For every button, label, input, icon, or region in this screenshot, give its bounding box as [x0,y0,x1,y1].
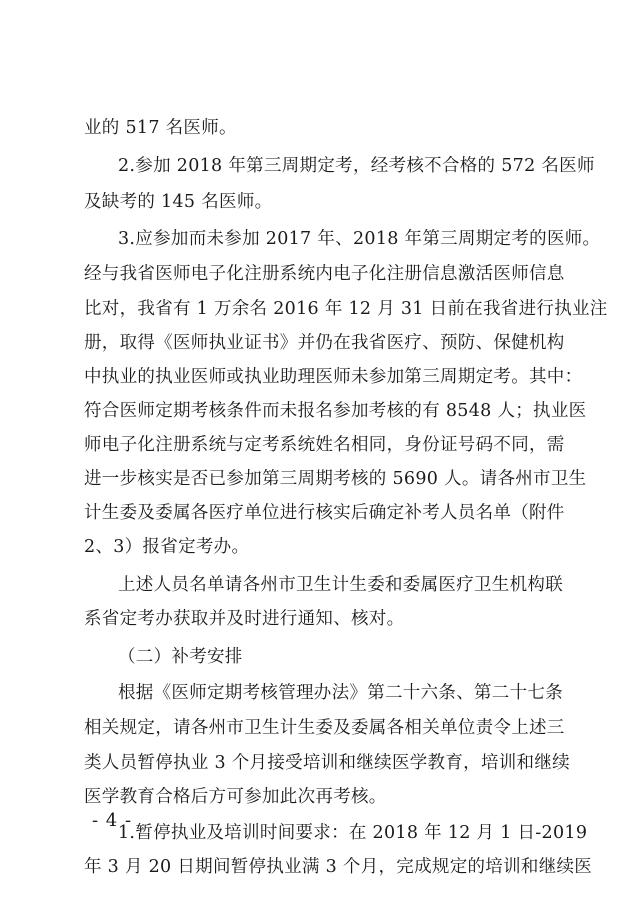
text-line: 进一步核实是否已参加第三周期考核的 5690 人。请各州市卫生 [84,469,587,489]
page-number: - 4 - [92,810,133,831]
text-line: 系省定考办获取并及时进行通知、核对。 [84,609,405,629]
text-line: 符合医师定期考核条件而未报名参加考核的有 8548 人；执业医 [84,401,587,421]
text-line: 医学教育合格后方可参加此次再考核。 [84,787,387,807]
text-line: 经与我省医师电子化注册系统内电子化注册信息激活医师信息 [84,264,565,284]
text-line: 根据《医师定期考核管理办法》第二十六条、第二十七条 [118,683,563,703]
text-line: 中执业的执业医师或执业助理医师未参加第三周期定考。其中： [84,367,583,387]
text-line: 年 3 月 20 日期间暂停执业满 3 个月，完成规定的培训和继续医 [84,857,593,877]
text-line: 业的 517 名医师。 [84,118,237,138]
text-line: 册，取得《医师执业证书》并仍在我省医疗、预防、保健机构 [84,333,565,353]
text-line: 比对，我省有 1 万余名 2016 年 12 月 31 日前在我省进行执业注 [84,299,608,319]
text-line: 3.应参加而未参加 2017 年、2018 年第三周期定考的医师。 [118,229,601,249]
text-line: 相关规定，请各州市卫生计生委及委属各相关单位责令上述三 [84,718,565,738]
section-heading: （二）补考安排 [118,647,243,667]
text-line: 类人员暂停执业 3 个月接受培训和继续医学教育，培训和继续 [84,753,570,773]
text-line: 2.参加 2018 年第三周期定考，经考核不合格的 572 名医师 [118,156,595,176]
text-line: 师电子化注册系统与定考系统姓名相同，身份证号码不同，需 [84,435,565,455]
text-line: 上述人员名单请各州市卫生计生委和委属医疗卫生机构联 [118,575,563,595]
text-line: 1.暂停执业及培训时间要求：在 2018 年 12 月 1 日-2019 [118,823,588,843]
text-line: 及缺考的 145 名医师。 [84,192,273,212]
text-line: 计生委及委属各医疗单位进行核实后确定补考人员名单（附件 [84,503,565,523]
text-line: 2、3）报省定考办。 [84,537,250,557]
